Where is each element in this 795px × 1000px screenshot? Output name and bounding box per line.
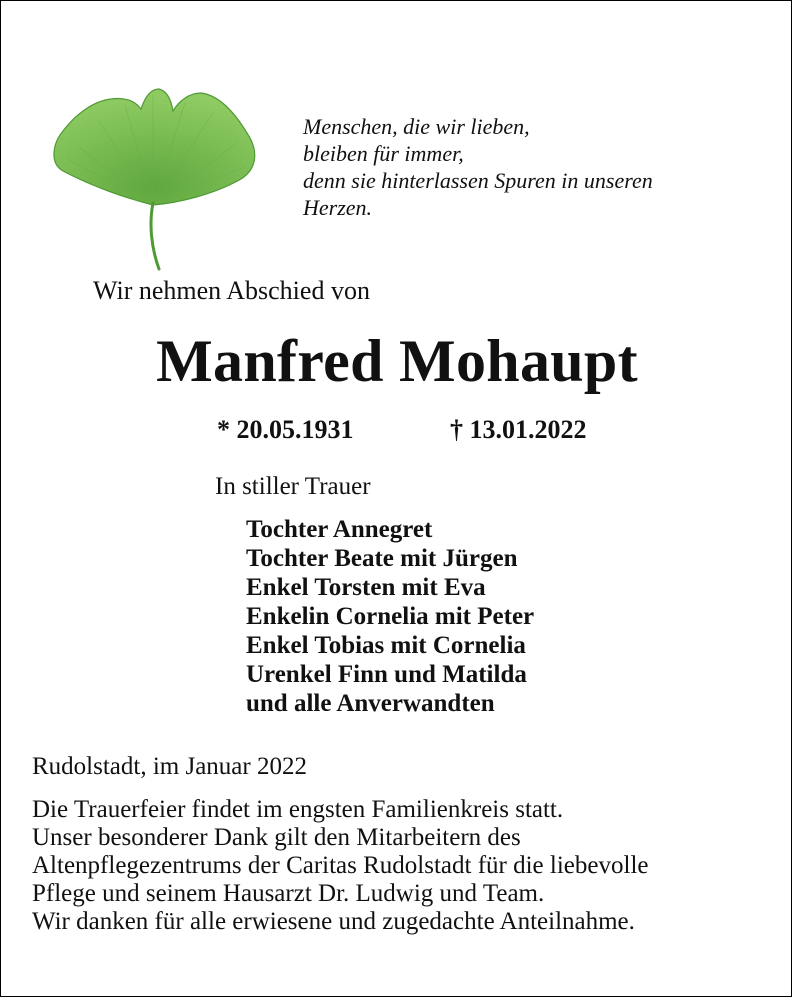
place-date: Rudolstadt, im Januar 2022: [32, 753, 307, 780]
mourning-label: In stiller Trauer: [215, 473, 371, 500]
closing-line: Altenpflegezentrums der Caritas Rudolstadt für die liebevolle: [32, 852, 649, 879]
quote-line: denn sie hinterlassen Spuren in unseren: [303, 168, 653, 193]
farewell-intro: Wir nehmen Abschied von: [93, 276, 370, 305]
closing-line: Pflege und seinem Hausarzt Dr. Ludwig und Team.: [32, 880, 545, 907]
deceased-name: Manfred Mohaupt: [156, 328, 638, 394]
closing-line: Unser besonderer Dank gilt den Mitarbeitern des: [32, 824, 521, 851]
mourner-item: Enkelin Cornelia mit Peter: [246, 603, 535, 630]
ginkgo-leaf-icon: [49, 87, 259, 271]
quote-line: Herzen.: [303, 195, 373, 220]
closing-line: Die Trauerfeier findet im engsten Familienkreis statt.: [32, 796, 564, 823]
mourner-item: Tochter Beate mit Jürgen: [246, 545, 518, 572]
mourners-list: [246, 515, 534, 718]
closing-line: Wir danken für alle erwiesene und zugedachte Anteilnahme.: [32, 908, 635, 935]
mourner-item: Enkel Torsten mit Eva: [246, 574, 486, 601]
mourner-item: Urenkel Finn und Matilda: [246, 661, 527, 688]
quote-line: bleiben für immer,: [303, 141, 464, 166]
death-date: † 13.01.2022: [450, 415, 587, 444]
birth-date: * 20.05.1931: [217, 415, 354, 444]
closing-text: [32, 796, 648, 936]
memorial-quote: [303, 113, 653, 221]
mourner-item: Enkel Tobias mit Cornelia: [246, 632, 526, 659]
quote-line: Menschen, die wir lieben,: [303, 114, 530, 139]
mourner-item: Tochter Annegret: [246, 516, 433, 543]
mourner-item: und alle Anverwandten: [246, 690, 495, 717]
